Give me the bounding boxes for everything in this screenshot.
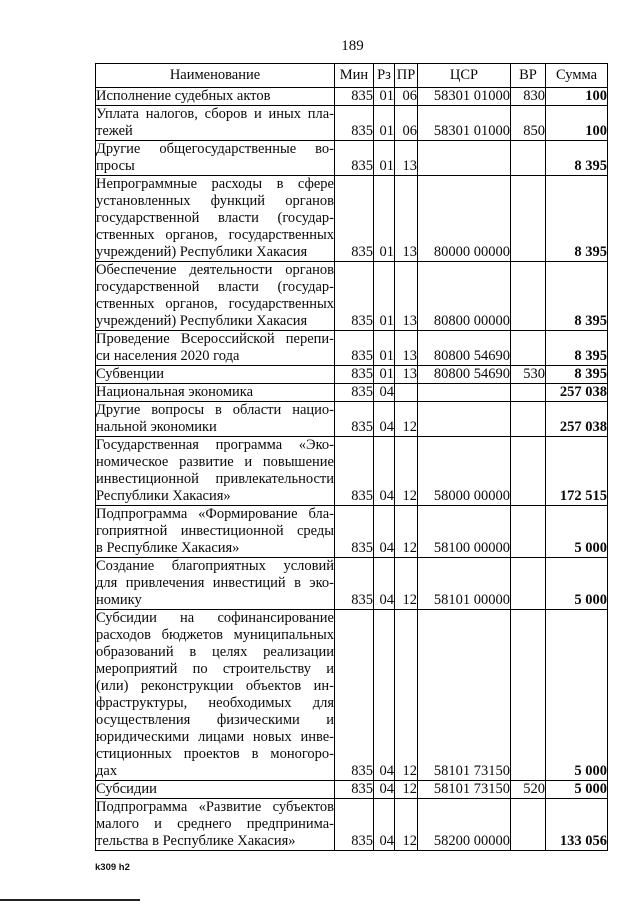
name-cell	[96, 366, 335, 384]
name-line: Обеспечение деятельности органов	[96, 262, 334, 278]
name-cell	[96, 141, 335, 176]
name-line: Непрограммные расходы в сфере	[96, 176, 334, 192]
name-line: Республики Хакасия»	[96, 488, 231, 504]
pr-cell: 12	[395, 437, 418, 506]
pr-cell: 13	[395, 141, 418, 176]
name-line: осуществления физическими и	[96, 712, 334, 728]
min-cell: 835	[335, 610, 374, 781]
csr-cell: 80800 00000	[418, 262, 511, 331]
table-body	[96, 88, 608, 851]
rz-cell: 01	[374, 176, 395, 262]
pr-cell: 13	[395, 366, 418, 384]
table-row	[96, 262, 608, 331]
table-row	[96, 106, 608, 141]
name-line: Подпрограмма «Развитие субъектов	[96, 799, 334, 815]
rz-cell: 04	[374, 402, 395, 437]
table-row	[96, 799, 608, 851]
pr-cell: 13	[395, 262, 418, 331]
table-header	[96, 64, 608, 88]
csr-cell: 80800 54690	[418, 331, 511, 366]
table-row	[96, 331, 608, 366]
min-cell: 835	[335, 437, 374, 506]
sum-cell: 8 395	[546, 262, 608, 331]
name-line: учреждений) Республики Хакасия	[96, 244, 308, 260]
name-line: тежей	[96, 123, 133, 139]
name-line: расходов бюджетов муниципальных	[96, 627, 334, 643]
pr-cell: 12	[395, 558, 418, 610]
name-cell	[96, 331, 335, 366]
rz-cell: 04	[374, 384, 395, 402]
name-line: просы	[96, 158, 135, 174]
name-line: ственных органов, государственных	[96, 227, 334, 243]
table-row	[96, 610, 608, 781]
rz-cell: 04	[374, 781, 395, 799]
min-cell: 835	[335, 558, 374, 610]
name-line: гоприятной инвестиционной среды	[96, 523, 334, 539]
rz-cell: 04	[374, 437, 395, 506]
table-row	[96, 141, 608, 176]
vr-cell	[511, 558, 546, 610]
name-line: номическое развитие и повышение	[96, 454, 334, 470]
name-line: установленных функций органов	[96, 193, 334, 209]
min-cell: 835	[335, 402, 374, 437]
name-line: си населения 2020 года	[96, 348, 240, 364]
name-cell	[96, 506, 335, 558]
rz-cell: 04	[374, 506, 395, 558]
min-cell: 835	[335, 384, 374, 402]
rz-cell: 01	[374, 106, 395, 141]
pr-cell: 12	[395, 506, 418, 558]
vr-cell	[511, 331, 546, 366]
pr-cell: 12	[395, 402, 418, 437]
name-line: Другие общегосударственные во-	[96, 141, 334, 157]
vr-cell	[511, 799, 546, 851]
vr-cell: 830	[511, 88, 546, 106]
sum-cell: 8 395	[546, 331, 608, 366]
vr-cell	[511, 384, 546, 402]
vr-cell	[511, 610, 546, 781]
rz-cell: 01	[374, 331, 395, 366]
header-pr: ПР	[395, 64, 418, 88]
sum-cell: 5 000	[546, 558, 608, 610]
header-vr: ВР	[511, 64, 546, 88]
vr-cell: 530	[511, 366, 546, 384]
csr-cell	[418, 384, 511, 402]
rz-cell: 01	[374, 262, 395, 331]
header-rz: Рз	[374, 64, 395, 88]
pr-cell: 13	[395, 331, 418, 366]
name-line: стиционных проектов в моногоро-	[96, 746, 334, 762]
csr-cell: 58100 00000	[418, 506, 511, 558]
sum-cell: 100	[546, 88, 608, 106]
sum-cell: 8 395	[546, 366, 608, 384]
scan-edge-line	[0, 899, 140, 901]
min-cell: 835	[335, 799, 374, 851]
page-number: 189	[341, 38, 364, 54]
rz-cell: 04	[374, 799, 395, 851]
pr-cell: 12	[395, 610, 418, 781]
budget-table	[95, 63, 608, 851]
min-cell: 835	[335, 262, 374, 331]
vr-cell	[511, 437, 546, 506]
name-cell	[96, 176, 335, 262]
name-cell	[96, 384, 335, 402]
pr-cell: 06	[395, 106, 418, 141]
rz-cell: 04	[374, 558, 395, 610]
name-line: фраструктуры, необходимых для	[96, 695, 334, 711]
name-cell	[96, 106, 335, 141]
header-csr: ЦСР	[418, 64, 511, 88]
name-line: инвестиционной привлекательности	[96, 471, 334, 487]
csr-cell: 58301 01000	[418, 88, 511, 106]
vr-cell: 520	[511, 781, 546, 799]
name-cell	[96, 402, 335, 437]
vr-cell	[511, 262, 546, 331]
header-name: Наименование	[96, 64, 335, 88]
pr-cell: 12	[395, 799, 418, 851]
name-line: Уплата налогов, сборов и иных пла-	[96, 106, 334, 122]
name-line: дах	[96, 763, 118, 779]
min-cell: 835	[335, 176, 374, 262]
name-line: государственной власти (государ-	[96, 210, 334, 226]
name-cell	[96, 610, 335, 781]
min-cell: 835	[335, 106, 374, 141]
header-min: Мин	[335, 64, 374, 88]
name-line: Государственная программа «Эко-	[96, 437, 334, 453]
csr-cell: 80800 54690	[418, 366, 511, 384]
csr-cell: 58101 73150	[418, 781, 511, 799]
sum-cell: 5 000	[546, 781, 608, 799]
rz-cell: 01	[374, 88, 395, 106]
sum-cell: 100	[546, 106, 608, 141]
name-line: государственной власти (государ-	[96, 279, 334, 295]
footer-code: k309 h2	[95, 862, 130, 873]
min-cell: 835	[335, 781, 374, 799]
vr-cell	[511, 141, 546, 176]
rz-cell: 01	[374, 366, 395, 384]
min-cell: 835	[335, 506, 374, 558]
csr-cell	[418, 402, 511, 437]
name-line: учреждений) Республики Хакасия	[96, 313, 308, 329]
header-sum: Сумма	[546, 64, 608, 88]
table-row	[96, 366, 608, 384]
min-cell: 835	[335, 141, 374, 176]
sum-cell: 5 000	[546, 506, 608, 558]
name-line: в Республике Хакасия»	[96, 540, 240, 556]
csr-cell: 58200 00000	[418, 799, 511, 851]
name-line: Субвенции	[96, 366, 164, 382]
csr-cell	[418, 141, 511, 176]
sum-cell: 133 056	[546, 799, 608, 851]
sum-cell: 8 395	[546, 141, 608, 176]
name-cell	[96, 799, 335, 851]
name-line: для привлечения инвестиций в эко-	[96, 575, 334, 591]
pr-cell: 06	[395, 88, 418, 106]
name-line: нальной экономики	[96, 419, 217, 435]
sum-cell: 5 000	[546, 610, 608, 781]
table-row	[96, 506, 608, 558]
name-line: (или) реконструкции объектов ин-	[96, 678, 334, 694]
pr-cell	[395, 384, 418, 402]
csr-cell: 58101 73150	[418, 610, 511, 781]
table-row	[96, 781, 608, 799]
csr-cell: 80000 00000	[418, 176, 511, 262]
name-line: Подпрограмма «Формирование бла-	[96, 506, 334, 522]
name-line: Проведение Всероссийской перепи-	[96, 331, 334, 347]
name-line: малого и среднего предпринима-	[96, 816, 334, 832]
name-line: Исполнение судебных актов	[96, 88, 271, 104]
sum-cell: 257 038	[546, 384, 608, 402]
pr-cell: 12	[395, 781, 418, 799]
name-cell	[96, 437, 335, 506]
header-row	[96, 64, 608, 88]
vr-cell: 850	[511, 106, 546, 141]
rz-cell: 04	[374, 610, 395, 781]
sum-cell: 257 038	[546, 402, 608, 437]
table-row	[96, 437, 608, 506]
name-line: Создание благоприятных условий	[96, 558, 334, 574]
vr-cell	[511, 506, 546, 558]
sum-cell: 8 395	[546, 176, 608, 262]
min-cell: 835	[335, 366, 374, 384]
name-line: образований в целях реализации	[96, 644, 334, 660]
name-line: Субсидии на софинансирование	[96, 610, 334, 626]
csr-cell: 58000 00000	[418, 437, 511, 506]
name-line: Национальная экономика	[96, 384, 254, 400]
name-line: юридическими лицами новых инве-	[96, 729, 334, 745]
table-row	[96, 176, 608, 262]
sum-cell: 172 515	[546, 437, 608, 506]
csr-cell: 58301 01000	[418, 106, 511, 141]
name-line: Другие вопросы в области нацио-	[96, 402, 334, 418]
table-row	[96, 88, 608, 106]
csr-cell: 58101 00000	[418, 558, 511, 610]
name-line: номику	[96, 592, 142, 608]
name-line: мероприятий по строительству и	[96, 661, 334, 677]
name-line: ственных органов, государственных	[96, 296, 334, 312]
vr-cell	[511, 176, 546, 262]
pr-cell: 13	[395, 176, 418, 262]
rz-cell: 01	[374, 141, 395, 176]
min-cell: 835	[335, 331, 374, 366]
name-cell	[96, 88, 335, 106]
vr-cell	[511, 402, 546, 437]
table-row	[96, 384, 608, 402]
name-line: тельства в Республике Хакасия»	[96, 833, 296, 849]
table-row	[96, 402, 608, 437]
table-row	[96, 558, 608, 610]
name-line: Субсидии	[96, 781, 157, 797]
name-cell	[96, 781, 335, 799]
name-cell	[96, 262, 335, 331]
min-cell: 835	[335, 88, 374, 106]
name-cell	[96, 558, 335, 610]
